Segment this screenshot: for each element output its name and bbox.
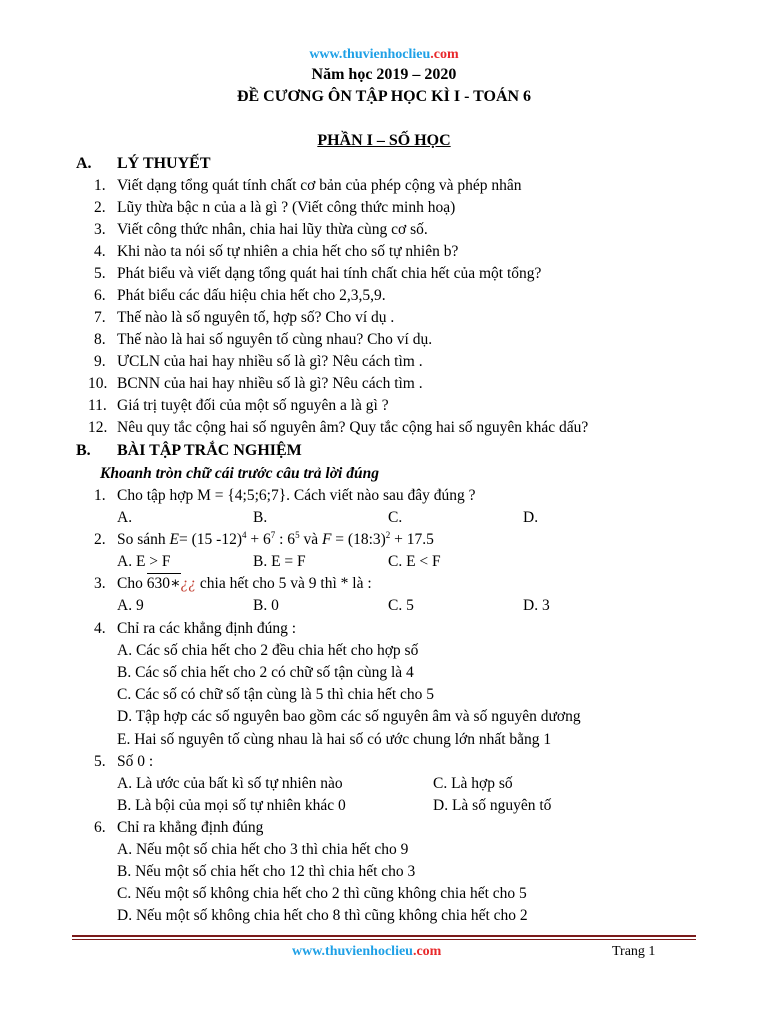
theory-item-text: ƯCLN của hai hay nhiều số là gì? Nêu cách tìm . (117, 353, 423, 370)
theory-item-number: 10. (88, 375, 108, 392)
option: C. Nếu một số không chia hết cho 2 thì cũng không chia hết cho 5 (117, 885, 527, 902)
question-number: 3. (94, 575, 106, 592)
section-b-letter: B. (76, 442, 91, 459)
theory-item-text: Thế nào là số nguyên tố, hợp số? Cho ví dụ . (117, 309, 395, 326)
theory-item-number: 5. (94, 265, 106, 282)
option: B. E = F (253, 553, 306, 570)
option: D. Là số nguyên tố (433, 797, 552, 814)
theory-item-text: Giá trị tuyệt đối của một số nguyên a là gì ? (117, 397, 389, 414)
question-number: 4. (94, 620, 106, 637)
theory-item-number: 2. (94, 199, 106, 216)
question-number: 6. (94, 819, 106, 836)
theory-item-number: 6. (94, 287, 106, 304)
option: D. (523, 509, 539, 526)
question-number: 2. (94, 531, 106, 548)
option: B. Các số chia hết cho 2 có chữ số tận cùng là 4 (117, 664, 414, 681)
overlined-number: 630∗ (146, 575, 181, 592)
theory-item-number: 4. (94, 243, 106, 260)
question-text: Cho tập hợp M = {4;5;6;7}. Cách viết nào sau đây đúng ? (117, 487, 476, 504)
question-text: Cho 630∗¿¿ chia hết cho 5 và 9 thì * là : (117, 575, 372, 592)
question-text: So sánh E= (15 $-12)^4 + 6^7$ : $6^5$ và F = (18:3)$^2$ + 17.5 (117, 530, 434, 548)
theory-item-text: Phát biểu các dấu hiệu chia hết cho 2,3,5,9. (117, 287, 386, 304)
theory-item-number: 12. (88, 419, 108, 436)
option: D. 3 (523, 597, 550, 614)
theory-item-text: Khi nào ta nói số tự nhiên a chia hết cho số tự nhiên b? (117, 243, 459, 260)
header-website[interactable]: www.thuvienhoclieu.com (309, 47, 459, 62)
section-a-letter: A. (76, 155, 92, 172)
school-year: Năm học 2019 – 2020 (311, 66, 457, 83)
theory-item-text: Thế nào là hai số nguyên tố cùng nhau? Cho ví dụ. (117, 331, 433, 348)
question-text: Chỉ ra các khẳng định đúng : (117, 620, 297, 637)
part-title: PHẦN I – SỐ HỌC (317, 132, 451, 149)
theory-item-number: 3. (94, 221, 106, 238)
page-number: Trang 1 (612, 944, 656, 959)
theory-item-text: Phát biểu và viết dạng tổng quát hai tính chất chia hết của một tổng? (117, 265, 542, 282)
option: A. E > F (117, 553, 171, 570)
document-title: ĐỀ CƯƠNG ÔN TẬP HỌC KÌ I - TOÁN 6 (236, 88, 532, 105)
option: B. (253, 509, 268, 526)
theory-item-number: 9. (94, 353, 106, 370)
theory-item-number: 1. (94, 177, 106, 194)
theory-item-text: BCNN của hai hay nhiều số là gì? Nêu cách tìm . (117, 375, 423, 392)
question-number: 1. (94, 487, 106, 504)
option: A. Nếu một số chia hết cho 3 thì chia hết cho 9 (117, 841, 409, 858)
theory-item-text: Viết công thức nhân, chia hai lũy thừa cùng cơ số. (117, 221, 428, 238)
option: B. 0 (253, 597, 279, 614)
question-text: Chỉ ra khẳng định đúng (117, 819, 264, 836)
theory-item-number: 8. (94, 331, 106, 348)
option: C. Là hợp số (433, 775, 513, 792)
question-text: Số 0 : (117, 753, 154, 770)
theory-item-text: Viết dạng tổng quát tính chất cơ bản của phép cộng và phép nhân (117, 177, 522, 194)
theory-item-text: Nêu quy tắc cộng hai số nguyên âm? Quy tắc cộng hai số nguyên khác dấu? (117, 419, 589, 436)
theory-item-number: 11. (88, 397, 107, 414)
option: E. Hai số nguyên tố cùng nhau là hai số có ước chung lớn nhất bằng 1 (117, 731, 552, 748)
option: C. 5 (388, 597, 414, 614)
option: A. Các số chia hết cho 2 đều chia hết cho hợp số (117, 642, 419, 659)
footer-divider-thin (72, 939, 696, 940)
section-b-title: BÀI TẬP TRẮC NGHIỆM (117, 442, 302, 459)
theory-item-number: 7. (94, 309, 106, 326)
section-a-title: LÝ THUYẾT (117, 155, 211, 172)
option: C. Các số có chữ số tận cùng là 5 thì chia hết cho 5 (117, 686, 435, 703)
option: A. 9 (117, 597, 144, 614)
option: B. Nếu một số chia hết cho 12 thì chia hết cho 3 (117, 863, 416, 880)
option: A. (117, 509, 133, 526)
option: B. Là bội của mọi số tự nhiên khác 0 (117, 797, 346, 814)
option: D. Nếu một số không chia hết cho 8 thì cũng không chia hết cho 2 (117, 907, 528, 924)
theory-item-text: Lũy thừa bậc n của a là gì ? (Viết công thức minh hoạ) (117, 199, 456, 216)
instruction: Khoanh tròn chữ cái trước câu trả lời đúng (100, 465, 379, 482)
footer-divider (72, 935, 696, 937)
option: C. (388, 509, 403, 526)
option: D. Tập hợp các số nguyên bao gồm các số nguyên âm và số nguyên dương (117, 708, 581, 725)
option: A. Là ước của bất kì số tự nhiên nào (117, 775, 343, 792)
question-number: 5. (94, 753, 106, 770)
footer-website[interactable]: www.thuvienhoclieu.com (292, 944, 442, 959)
option: C. E < F (388, 553, 441, 570)
